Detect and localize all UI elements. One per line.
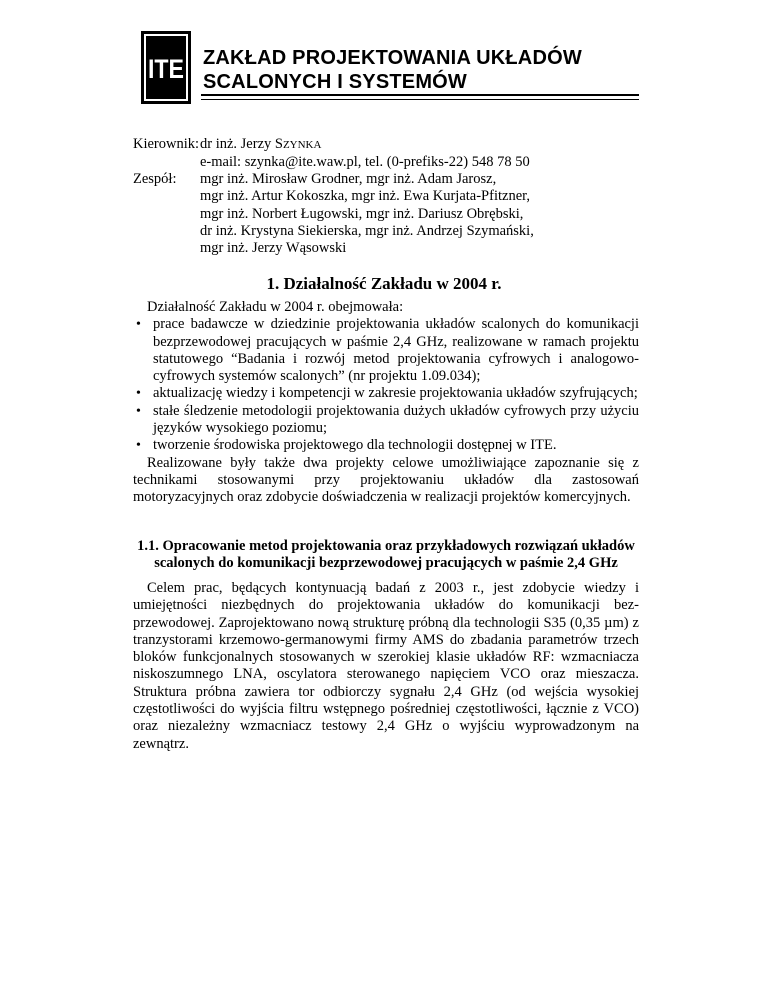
bullet-icon: • [136,403,141,419]
subsection-heading [133,538,639,573]
bullet-icon: • [136,386,141,402]
header-rule-thick [201,94,639,96]
list-item-text: stałe śledzenie metodologii projektowania dużych układów cyfrowych przy użyciu języków wysokiego poziomu; [153,402,639,437]
head-name-prefix: dr inż. Jerzy S [200,136,283,152]
logo-text: ITE [148,54,184,84]
subsection-heading-line-2: scalonych do komunikacji bezprzewodowej pracujących w paśmie 2,4 GHz [154,555,618,572]
team-list [200,171,534,257]
department-title [203,46,582,94]
team-line: mgr inż. Artur Kokoszka, mgr inż. Ewa Kurjata-Pfitzner, [200,188,531,205]
head-name-caps: ZYNKA [282,139,322,151]
list-item [133,403,639,438]
head-contact: e-mail: szynka@ite.waw.pl, tel. (0-prefiks-22) 548 78 50 [200,154,530,171]
intro-paragraph: Działalność Zakładu w 2004 r. obejmowała: [147,299,404,315]
head-name [200,136,530,154]
ite-logo-graphic [141,31,191,104]
head-label: Kierownik: [133,136,200,152]
subsection-paragraph: Celem prac, będących kontynuacją badań z 2003 r., jest zdobycie wiedzy i umiejętności niezbędnych do projektowania układów do komunikacji bez- przewodowej. Zaprojektowano nową strukturę próbną dla technologii S35 (0,35 µm) z tranzystorami krzemowo-germanowymi firmy AMS do zbadania parametrów trzech bloków funkcjonalnych stosowanych w szerokiej klasie układów RF: wzmacniacza niskoszumnego LNA, oscylatora sterowanego napięciem VCO oraz mieszacza. Struktura próbna zawiera tor odbiorczy sygnału 2,4 GHz (od wejścia wysokiej częstotliwości do wyjścia filtru wstępnego pośredniej częstotliwości, łącznie z VCO) oraz niezależny wzmacniacz testowy 2,4 GHz o wyjściu wyprowadzonym na zewnątrz. [133,580,639,752]
list-item [133,316,639,385]
team-line: mgr inż. Jerzy Wąsowski [200,240,347,257]
title-line-1: ZAKŁAD PROJEKTOWANIA UKŁADÓW [203,47,582,69]
section-heading: 1. Działalność Zakładu w 2004 r. [266,274,502,293]
list-item [133,385,639,402]
header-rule-thin [201,99,639,100]
list-item-text: aktualizację wiedzy i kompetencji w zakresie projektowania układów szyfrujących; [153,385,638,402]
team-line: mgr inż. Mirosław Grodner, mgr inż. Adam Jarosz, [200,171,497,187]
section-1-body [133,299,639,507]
bullet-icon: • [136,438,141,454]
closing-paragraph: Realizowane były także dwa projekty celowe umożliwiające zapoznanie się z technikami stosowanymi przy projektowaniu układów dla zastosowań motoryzacyjnych oraz zdobycie doświadczenia w realizacji projektów komercyjnych. [133,454,639,506]
title-line-2: SCALONYCH I SYSTEMÓW [203,71,468,93]
team-line: dr inż. Krystyna Siekierska, mgr inż. Andrzej Szymański, [200,222,534,239]
team-line: mgr inż. Norbert Ługowski, mgr inż. Dariusz Obrębski, [200,205,524,222]
subsection-heading-line-1: 1.1. Opracowanie metod projektowania oraz przykładowych rozwiązań układów [137,538,635,554]
list-item-text: prace badawcze w dziedzinie projektowania układów scalonych do komunikacji bezprzewodowej pracujących w paśmie 2,4 GHz, realizowane w ramach projektu statutowego “Badania i rozwój metod projektowania cyfrowych i analogowo-cyfrowych systemów scalonych” (nr projektu 1.09.034); [153,316,639,385]
head-value [200,136,530,172]
ite-logo [141,31,191,104]
section-1-1-body [133,580,639,753]
list-item [133,437,639,454]
list-item-text: tworzenie środowiska projektowego dla technologii dostępnej w ITE. [153,437,557,454]
activity-list [133,316,639,454]
team-label: Zespół: [133,171,177,187]
bullet-icon: • [136,317,141,333]
